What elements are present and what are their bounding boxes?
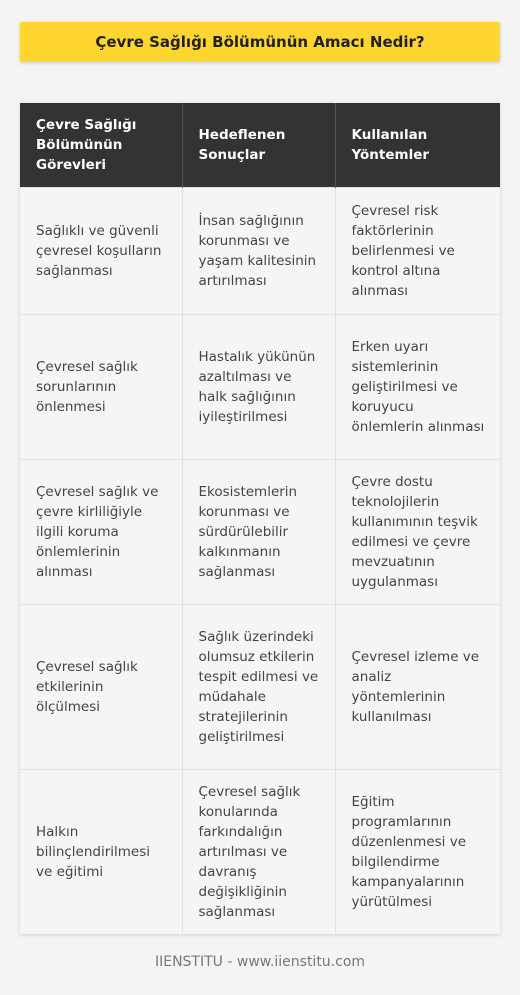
- title-banner: [20, 22, 500, 62]
- table-cell: Erken uyarı sistemlerinin geliştirilmesi ve koruyucu önlemlerin alınması: [335, 315, 500, 460]
- table-header-row: [20, 103, 500, 188]
- table-cell: Çevresel sağlık konularında farkındalığın artırılması ve davranış değişikliğinin sağlanması: [182, 770, 335, 935]
- table-row: [20, 770, 500, 935]
- table-cell: İnsan sağlığının korunması ve yaşam kalitesinin artırılması: [182, 188, 335, 315]
- table-cell: Ekosistemlerin korunması ve sürdürülebilir kalkınmanın sağlanması: [182, 460, 335, 605]
- table-cell: Çevresel risk faktörlerinin belirlenmesi ve kontrol altına alınması: [335, 188, 500, 315]
- table-cell: Eğitim programlarının düzenlenmesi ve bilgilendirme kampanyalarının yürütülmesi: [335, 770, 500, 935]
- column-header-gorevler: Çevre Sağlığı Bölümünün Görevleri: [20, 103, 182, 188]
- table-row: [20, 315, 500, 460]
- table-cell: Sağlıklı ve güvenli çevresel koşulların sağlanması: [20, 188, 182, 315]
- table-cell: Çevre dostu teknolojilerin kullanımının teşvik edilmesi ve çevre mevzuatının uygulanması: [335, 460, 500, 605]
- table-row: [20, 605, 500, 770]
- table-cell: Halkın bilinçlendirilmesi ve eğitimi: [20, 770, 182, 935]
- table-cell: Hastalık yükünün azaltılması ve halk sağlığının iyileştirilmesi: [182, 315, 335, 460]
- table-cell: Çevresel sağlık ve çevre kirliliğiyle ilgili koruma önlemlerinin alınması: [20, 460, 182, 605]
- table-row: [20, 188, 500, 315]
- info-table: [20, 103, 500, 934]
- info-table-card: [20, 103, 500, 934]
- column-header-yontemler: Kullanılan Yöntemler: [335, 103, 500, 188]
- column-header-sonuclar: Hedeflenen Sonuçlar: [182, 103, 335, 188]
- table-row: [20, 460, 500, 605]
- table-cell: Çevresel izleme ve analiz yöntemlerinin kullanılması: [335, 605, 500, 770]
- footer-credit: IIENSTITU - www.iienstitu.com: [154, 954, 366, 970]
- table-cell: Çevresel sağlık etkilerinin ölçülmesi: [20, 605, 182, 770]
- table-cell: Çevresel sağlık sorunlarının önlenmesi: [20, 315, 182, 460]
- table-cell: Sağlık üzerindeki olumsuz etkilerin tespit edilmesi ve müdahale stratejilerinin geliştirilmesi: [182, 605, 335, 770]
- page-title: Çevre Sağlığı Bölümünün Amacı Nedir?: [95, 33, 425, 51]
